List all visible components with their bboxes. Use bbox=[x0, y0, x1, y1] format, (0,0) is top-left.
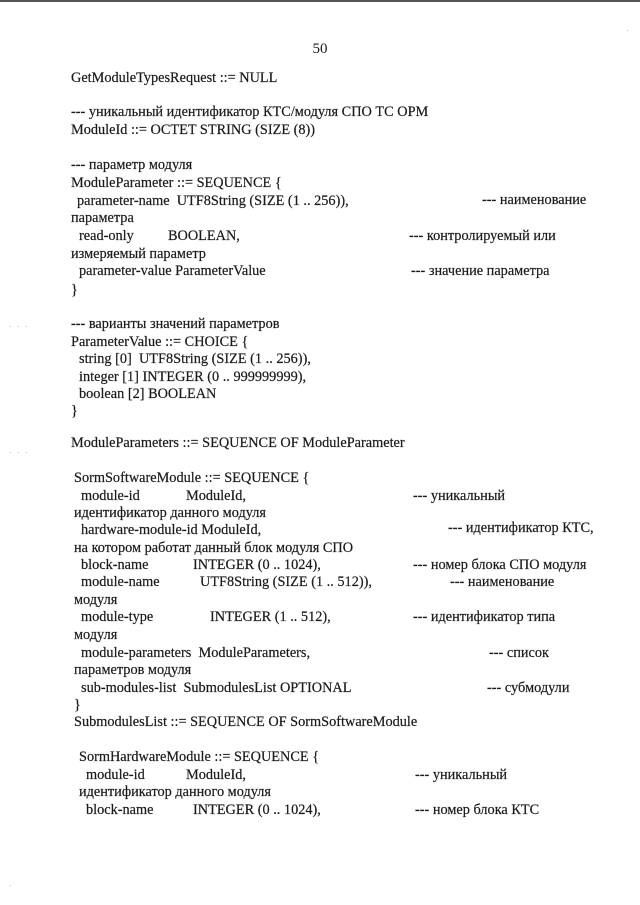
module-type-comment-cont: модуля bbox=[74, 627, 118, 643]
scan-speck bbox=[10, 885, 11, 886]
module-parameters-comment-cont: параметров модуля bbox=[74, 662, 192, 678]
sw-block-name-type: INTEGER (0 .. 1024), bbox=[193, 557, 321, 573]
moduleparameter-comment: --- параметр модуля bbox=[71, 157, 193, 173]
hw-block-name-comment: --- номер блока КТС bbox=[415, 802, 540, 818]
parametervalue-close: } bbox=[71, 403, 78, 419]
module-name-comment-cont: модуля bbox=[74, 592, 118, 608]
sormhardwaremodule-header: SormHardwareModule ::= SEQUENCE { bbox=[79, 749, 320, 765]
module-name-field: module-name bbox=[81, 574, 160, 590]
parameter-name-field: parameter-name UTF8String (SIZE (1 .. 256)), bbox=[77, 193, 349, 209]
boolean-choice: boolean [2] BOOLEAN bbox=[79, 386, 217, 402]
hardware-module-id-field: hardware-module-id ModuleId, bbox=[81, 522, 262, 538]
integer-choice: integer [1] INTEGER (0 .. 999999999), bbox=[79, 369, 307, 385]
module-type-type: INTEGER (1 .. 512), bbox=[210, 609, 331, 625]
sw-block-name-field: block-name bbox=[81, 557, 149, 573]
parametervalue-comment: --- варианты значений параметров bbox=[71, 316, 280, 332]
moduleid-definition: ModuleId ::= OCTET STRING (SIZE (8)) bbox=[71, 122, 316, 138]
scan-speck bbox=[10, 452, 11, 453]
moduleparameter-close: } bbox=[71, 282, 78, 298]
scan-speck bbox=[18, 326, 19, 327]
read-only-comment-cont: измеряемый параметр bbox=[71, 246, 206, 262]
hardware-module-id-comment-cont: на котором работат данный блок модуля СПО bbox=[74, 540, 354, 556]
page-number: 50 bbox=[312, 41, 328, 57]
moduleparameter-header: ModuleParameter ::= SEQUENCE { bbox=[71, 175, 282, 191]
sw-module-id-type: ModuleId, bbox=[186, 488, 246, 504]
read-only-comment: --- контролируемый или bbox=[409, 228, 556, 244]
parametervalue-header: ParameterValue ::= CHOICE { bbox=[71, 334, 249, 350]
scan-speck bbox=[18, 452, 19, 453]
read-only-type: BOOLEAN, bbox=[168, 228, 240, 244]
parameter-name-comment: --- наименование bbox=[482, 192, 587, 208]
hw-module-id-field: module-id bbox=[86, 767, 145, 783]
hw-module-id-comment: --- уникальный bbox=[415, 767, 508, 783]
module-parameters-field: module-parameters ModuleParameters, bbox=[81, 645, 311, 661]
scan-speck bbox=[10, 326, 11, 327]
scan-speck bbox=[26, 326, 27, 327]
module-name-comment: --- наименование bbox=[450, 574, 555, 590]
moduleparameters-definition: ModuleParameters ::= SEQUENCE OF ModuleParameter bbox=[71, 435, 405, 451]
sw-module-id-comment: --- уникальный bbox=[413, 488, 506, 504]
hw-module-id-type: ModuleId, bbox=[186, 767, 246, 783]
read-only-field: read-only bbox=[79, 228, 134, 244]
hw-module-id-comment-cont: идентификатор данного модуля bbox=[79, 784, 271, 800]
hw-block-name-field: block-name bbox=[86, 802, 154, 818]
module-name-type: UTF8String (SIZE (1 .. 512)), bbox=[200, 574, 372, 590]
string-choice: string [0] UTF8String (SIZE (1 .. 256)), bbox=[79, 351, 311, 367]
sub-modules-list-comment: --- субмодули bbox=[487, 680, 570, 696]
module-parameters-comment: --- список bbox=[489, 645, 549, 661]
sormsoftwaremodule-header: SormSoftwareModule ::= SEQUENCE { bbox=[74, 470, 310, 486]
parameter-name-comment-cont: параметра bbox=[71, 210, 134, 226]
scan-speck bbox=[627, 30, 628, 31]
sw-module-id-field: module-id bbox=[81, 488, 140, 504]
sw-module-id-comment-cont: идентификатор данного модуля bbox=[74, 505, 266, 521]
module-type-comment: --- идентификатор типа bbox=[413, 609, 556, 625]
getmoduletypes-request-line: GetModuleTypesRequest ::= NULL bbox=[71, 70, 278, 86]
hardware-module-id-comment: --- идентификатор КТС, bbox=[448, 520, 594, 536]
scan-speck bbox=[26, 452, 27, 453]
module-type-field: module-type bbox=[81, 609, 154, 625]
moduleid-comment: --- уникальный идентификатор КТС/модуля СПО ТС ОРМ bbox=[71, 104, 429, 120]
sub-modules-list-field: sub-modules-list SubmodulesList OPTIONAL bbox=[81, 680, 352, 696]
sw-block-name-comment: --- номер блока СПО модуля bbox=[413, 557, 587, 573]
submoduleslist-definition: SubmodulesList ::= SEQUENCE OF SormSoftwareModule bbox=[74, 714, 418, 730]
parameter-value-comment: --- значение параметра bbox=[411, 263, 550, 279]
sormsoftwaremodule-close: } bbox=[74, 697, 81, 713]
parameter-value-field: parameter-value ParameterValue bbox=[79, 263, 266, 279]
scan-top-edge bbox=[0, 0, 640, 2]
hw-block-name-type: INTEGER (0 .. 1024), bbox=[193, 802, 321, 818]
